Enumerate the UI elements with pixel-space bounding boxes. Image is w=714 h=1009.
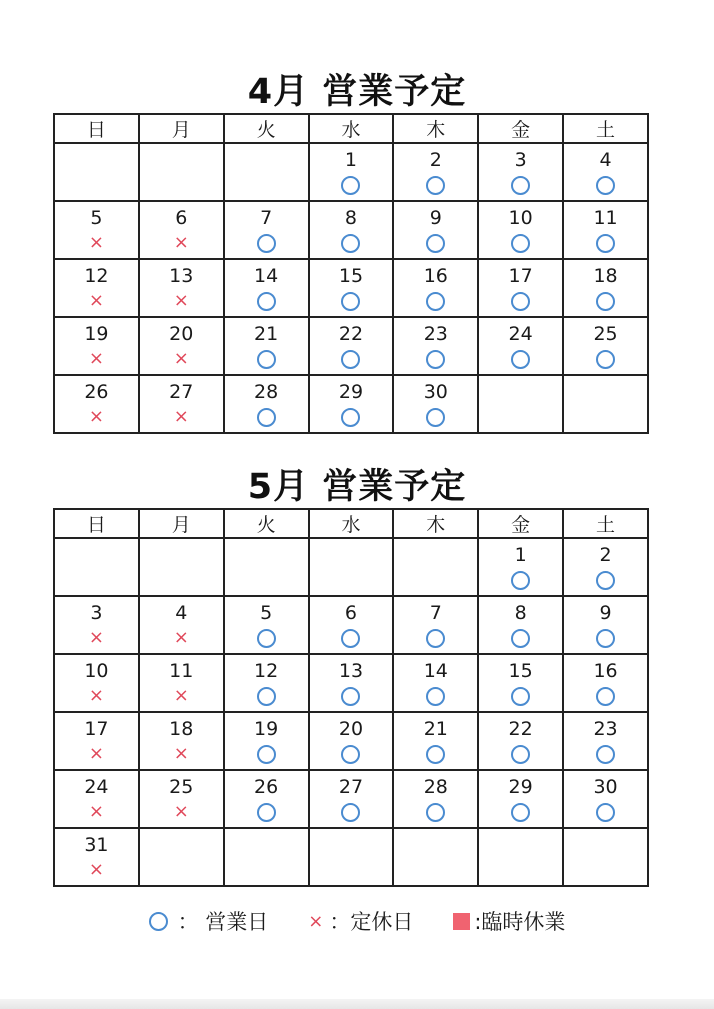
day-number: 20 bbox=[169, 323, 194, 345]
day-cell bbox=[54, 828, 139, 886]
day-cell bbox=[54, 143, 139, 201]
circle-icon bbox=[511, 629, 530, 648]
day-number: 21 bbox=[423, 718, 448, 740]
day-cell bbox=[478, 712, 563, 770]
day-cell bbox=[139, 596, 224, 654]
day-number: 12 bbox=[254, 660, 279, 682]
day-cell bbox=[563, 259, 648, 317]
day-number: 24 bbox=[508, 323, 533, 345]
day-cell bbox=[54, 712, 139, 770]
day-number: 13 bbox=[169, 265, 194, 287]
week-row bbox=[54, 259, 648, 317]
day-cell bbox=[224, 538, 309, 596]
legend-closed-label: ：定休日 bbox=[329, 910, 414, 934]
day-cell bbox=[309, 596, 394, 654]
day-number: 31 bbox=[84, 834, 109, 856]
legend-special-label: :臨時休業 bbox=[474, 910, 566, 934]
cross-icon: × bbox=[88, 743, 104, 764]
day-number: 9 bbox=[429, 207, 442, 229]
day-number: 4 bbox=[599, 149, 612, 171]
circle-icon bbox=[511, 292, 530, 311]
circle-icon bbox=[511, 745, 530, 764]
day-cell bbox=[393, 654, 478, 712]
day-number: 19 bbox=[84, 323, 109, 345]
day-number: 6 bbox=[344, 602, 357, 624]
circle-icon bbox=[596, 571, 615, 590]
day-number: 1 bbox=[344, 149, 357, 171]
weekday-header: 水 bbox=[309, 114, 394, 143]
day-cell bbox=[393, 201, 478, 259]
day-cell bbox=[309, 143, 394, 201]
weekday-header: 日 bbox=[54, 114, 139, 143]
day-cell bbox=[309, 201, 394, 259]
day-number: 20 bbox=[338, 718, 364, 740]
cross-icon: × bbox=[173, 232, 189, 253]
circle-icon bbox=[426, 408, 445, 427]
day-cell bbox=[139, 654, 224, 712]
circle-icon bbox=[149, 912, 168, 931]
april-calendar bbox=[53, 113, 649, 434]
day-number: 16 bbox=[593, 660, 618, 682]
circle-icon bbox=[257, 408, 276, 427]
day-cell bbox=[309, 654, 394, 712]
day-cell bbox=[139, 538, 224, 596]
day-cell bbox=[54, 259, 139, 317]
day-cell bbox=[563, 538, 648, 596]
day-number: 26 bbox=[254, 776, 279, 798]
day-number: 3 bbox=[90, 602, 103, 624]
day-number: 1 bbox=[514, 544, 527, 566]
circle-icon bbox=[257, 629, 276, 648]
day-cell bbox=[54, 654, 139, 712]
day-cell bbox=[393, 143, 478, 201]
weekday-header: 木 bbox=[393, 114, 478, 143]
day-cell bbox=[478, 143, 563, 201]
day-cell bbox=[563, 375, 648, 433]
day-cell bbox=[563, 596, 648, 654]
week-row bbox=[54, 828, 648, 886]
day-cell bbox=[478, 259, 563, 317]
day-number: 23 bbox=[423, 323, 448, 345]
day-cell bbox=[393, 712, 478, 770]
cross-icon: × bbox=[88, 348, 104, 369]
day-cell bbox=[224, 201, 309, 259]
day-number: 29 bbox=[508, 776, 533, 798]
week-row bbox=[54, 712, 648, 770]
circle-icon bbox=[511, 176, 530, 195]
circle-icon bbox=[426, 745, 445, 764]
legend-open bbox=[149, 906, 269, 936]
circle-icon bbox=[257, 803, 276, 822]
day-cell bbox=[54, 770, 139, 828]
day-number: 16 bbox=[423, 265, 448, 287]
day-cell bbox=[224, 259, 309, 317]
circle-icon bbox=[596, 803, 615, 822]
day-cell bbox=[563, 770, 648, 828]
day-number: 15 bbox=[508, 660, 533, 682]
legend-closed bbox=[308, 906, 413, 936]
day-cell bbox=[139, 259, 224, 317]
circle-icon bbox=[257, 745, 276, 764]
day-cell bbox=[54, 375, 139, 433]
cross-icon: × bbox=[88, 232, 104, 253]
day-cell bbox=[309, 712, 394, 770]
day-number: 28 bbox=[254, 381, 279, 403]
circle-icon bbox=[341, 803, 360, 822]
circle-icon bbox=[596, 350, 615, 369]
day-number: 28 bbox=[423, 776, 448, 798]
day-number: 13 bbox=[338, 660, 364, 682]
day-cell bbox=[393, 259, 478, 317]
day-number: 30 bbox=[593, 776, 618, 798]
circle-icon bbox=[426, 350, 445, 369]
circle-icon bbox=[511, 350, 530, 369]
day-number: 26 bbox=[84, 381, 109, 403]
day-number: 23 bbox=[593, 718, 618, 740]
cross-icon: × bbox=[173, 627, 189, 648]
day-number: 27 bbox=[169, 381, 194, 403]
circle-icon bbox=[596, 687, 615, 706]
may-title: 5月 営業予定 bbox=[247, 467, 467, 507]
day-number: 25 bbox=[169, 776, 194, 798]
day-number: 15 bbox=[338, 265, 364, 287]
april-title: 4月 営業予定 bbox=[247, 72, 467, 112]
day-number: 24 bbox=[84, 776, 109, 798]
circle-icon bbox=[511, 687, 530, 706]
day-cell bbox=[393, 317, 478, 375]
day-number: 14 bbox=[254, 265, 279, 287]
cross-icon: × bbox=[173, 406, 189, 427]
weekday-header: 木 bbox=[393, 509, 478, 538]
cross-icon: × bbox=[173, 348, 189, 369]
day-number: 27 bbox=[338, 776, 364, 798]
week-row bbox=[54, 143, 648, 201]
circle-icon bbox=[426, 687, 445, 706]
weekday-header-row bbox=[54, 114, 648, 143]
day-number: 2 bbox=[599, 544, 612, 566]
day-number: 18 bbox=[169, 718, 194, 740]
day-cell bbox=[139, 770, 224, 828]
day-number: 3 bbox=[514, 149, 527, 171]
day-cell bbox=[54, 538, 139, 596]
day-cell bbox=[309, 375, 394, 433]
day-cell bbox=[309, 828, 394, 886]
day-cell bbox=[393, 538, 478, 596]
day-number: 30 bbox=[423, 381, 448, 403]
cross-icon: × bbox=[308, 910, 324, 932]
day-cell bbox=[478, 654, 563, 712]
day-number: 18 bbox=[593, 265, 618, 287]
day-number: 10 bbox=[508, 207, 533, 229]
day-cell bbox=[393, 770, 478, 828]
day-cell bbox=[563, 712, 648, 770]
circle-icon bbox=[426, 234, 445, 253]
circle-icon bbox=[426, 629, 445, 648]
week-row bbox=[54, 770, 648, 828]
day-number: 19 bbox=[254, 718, 279, 740]
weekday-header: 火 bbox=[224, 114, 309, 143]
cross-icon: × bbox=[173, 685, 189, 706]
week-row bbox=[54, 654, 648, 712]
square-icon bbox=[453, 913, 470, 930]
week-row bbox=[54, 538, 648, 596]
weekday-header: 土 bbox=[563, 509, 648, 538]
cross-icon: × bbox=[88, 801, 104, 822]
day-number: 14 bbox=[423, 660, 448, 682]
day-cell bbox=[139, 201, 224, 259]
day-cell bbox=[54, 201, 139, 259]
circle-icon bbox=[596, 292, 615, 311]
circle-icon bbox=[511, 571, 530, 590]
day-number: 25 bbox=[593, 323, 618, 345]
circle-icon bbox=[341, 234, 360, 253]
day-cell bbox=[139, 143, 224, 201]
day-cell bbox=[309, 770, 394, 828]
cross-icon: × bbox=[88, 685, 104, 706]
weekday-header: 月 bbox=[139, 114, 224, 143]
day-number: 17 bbox=[508, 265, 533, 287]
weekday-header: 土 bbox=[563, 114, 648, 143]
weekday-header: 月 bbox=[139, 509, 224, 538]
day-cell bbox=[224, 143, 309, 201]
cross-icon: × bbox=[173, 290, 189, 311]
day-number: 22 bbox=[338, 323, 364, 345]
circle-icon bbox=[426, 176, 445, 195]
day-cell bbox=[478, 770, 563, 828]
day-cell bbox=[393, 596, 478, 654]
day-number: 11 bbox=[169, 660, 194, 682]
day-cell bbox=[478, 596, 563, 654]
cross-icon: × bbox=[88, 859, 104, 880]
weekday-header: 金 bbox=[478, 509, 563, 538]
may-calendar bbox=[53, 508, 649, 887]
day-number: 4 bbox=[175, 602, 188, 624]
day-number: 8 bbox=[514, 602, 527, 624]
circle-icon bbox=[596, 234, 615, 253]
day-number: 7 bbox=[260, 207, 273, 229]
circle-icon bbox=[341, 687, 360, 706]
day-cell bbox=[563, 201, 648, 259]
circle-icon bbox=[341, 629, 360, 648]
day-cell bbox=[309, 259, 394, 317]
cross-icon: × bbox=[88, 406, 104, 427]
day-cell bbox=[563, 654, 648, 712]
day-number: 8 bbox=[344, 207, 357, 229]
day-cell bbox=[563, 317, 648, 375]
circle-icon bbox=[341, 408, 360, 427]
circle-icon bbox=[341, 745, 360, 764]
day-cell bbox=[54, 596, 139, 654]
circle-icon bbox=[511, 803, 530, 822]
weekday-header-row bbox=[54, 509, 648, 538]
circle-icon bbox=[257, 350, 276, 369]
circle-icon bbox=[341, 176, 360, 195]
legend bbox=[0, 906, 714, 936]
cross-icon: × bbox=[173, 801, 189, 822]
day-cell bbox=[563, 143, 648, 201]
cross-icon: × bbox=[88, 627, 104, 648]
circle-icon bbox=[257, 292, 276, 311]
day-cell bbox=[224, 596, 309, 654]
legend-special bbox=[453, 906, 565, 936]
week-row bbox=[54, 201, 648, 259]
weekday-header: 金 bbox=[478, 114, 563, 143]
day-cell bbox=[139, 712, 224, 770]
page-edge bbox=[0, 999, 714, 1009]
day-number: 5 bbox=[260, 602, 273, 624]
circle-icon bbox=[596, 629, 615, 648]
day-cell bbox=[139, 828, 224, 886]
day-cell bbox=[54, 317, 139, 375]
day-cell bbox=[478, 375, 563, 433]
day-number: 9 bbox=[599, 602, 612, 624]
day-cell bbox=[224, 317, 309, 375]
circle-icon bbox=[341, 292, 360, 311]
circle-icon bbox=[426, 803, 445, 822]
day-cell bbox=[393, 828, 478, 886]
day-cell bbox=[393, 375, 478, 433]
week-row bbox=[54, 375, 648, 433]
circle-icon bbox=[257, 687, 276, 706]
cross-icon: × bbox=[173, 743, 189, 764]
day-number: 21 bbox=[254, 323, 279, 345]
cross-icon: × bbox=[88, 290, 104, 311]
circle-icon bbox=[596, 176, 615, 195]
circle-icon bbox=[596, 745, 615, 764]
circle-icon bbox=[426, 292, 445, 311]
legend-open-label: ： 営業日 bbox=[177, 910, 269, 934]
circle-icon bbox=[341, 350, 360, 369]
day-cell bbox=[224, 828, 309, 886]
day-number: 17 bbox=[84, 718, 109, 740]
day-cell bbox=[224, 712, 309, 770]
day-cell bbox=[478, 317, 563, 375]
weekday-header: 水 bbox=[309, 509, 394, 538]
day-number: 22 bbox=[508, 718, 533, 740]
day-number: 12 bbox=[84, 265, 109, 287]
day-cell bbox=[563, 828, 648, 886]
day-cell bbox=[224, 770, 309, 828]
day-number: 5 bbox=[90, 207, 103, 229]
week-row bbox=[54, 317, 648, 375]
day-cell bbox=[478, 201, 563, 259]
day-cell bbox=[309, 317, 394, 375]
day-number: 7 bbox=[429, 602, 442, 624]
week-row bbox=[54, 596, 648, 654]
day-number: 6 bbox=[175, 207, 188, 229]
day-number: 29 bbox=[338, 381, 364, 403]
day-number: 10 bbox=[84, 660, 109, 682]
day-cell bbox=[224, 375, 309, 433]
day-number: 11 bbox=[593, 207, 618, 229]
day-number: 2 bbox=[429, 149, 442, 171]
day-cell bbox=[139, 375, 224, 433]
weekday-header: 日 bbox=[54, 509, 139, 538]
weekday-header: 火 bbox=[224, 509, 309, 538]
day-cell bbox=[478, 538, 563, 596]
circle-icon bbox=[511, 234, 530, 253]
day-cell bbox=[224, 654, 309, 712]
day-cell bbox=[309, 538, 394, 596]
day-cell bbox=[478, 828, 563, 886]
circle-icon bbox=[257, 234, 276, 253]
day-cell bbox=[139, 317, 224, 375]
